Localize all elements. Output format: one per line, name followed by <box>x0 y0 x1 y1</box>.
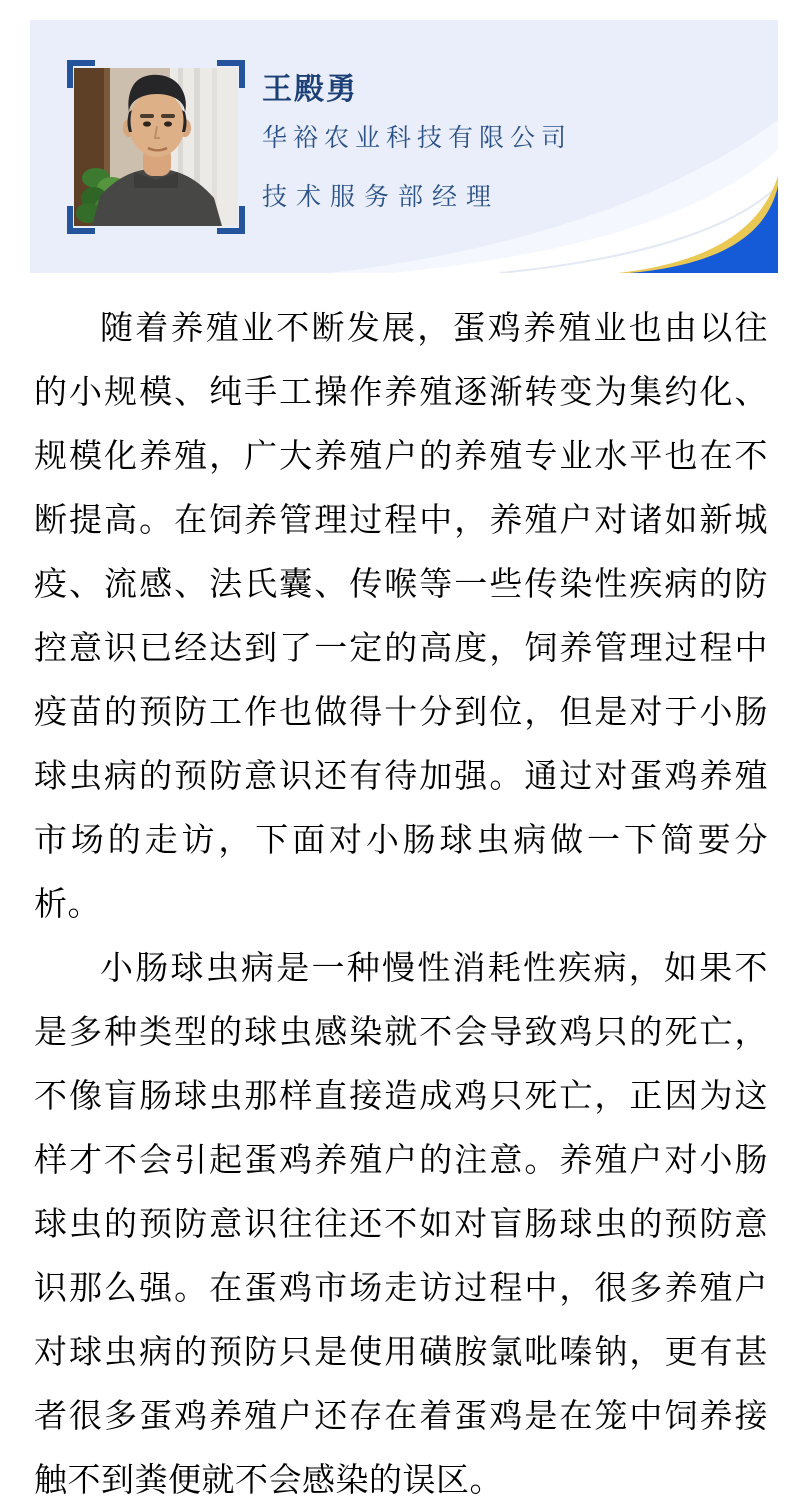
article-paragraph-2: 小肠球虫病是一种慢性消耗性疾病，如果不是多种类型的球虫感染就不会导致鸡只的死亡，不像盲肠球虫那样直接造成鸡只死亡，正因为这样才不会引起蛋鸡养殖户的注意。养殖户对小肠球虫的预防意识往往还不如对盲肠球虫的预防意识那么强。在蛋鸡市场走访过程中，很多养殖户对球虫病的预防只是使用磺胺氯吡嗪钠，更有甚者很多蛋鸡养殖户还存在着蛋鸡是在笼中饲养接触不到粪便就不会感染的误区。 <box>34 949 768 1498</box>
article-paragraph-1: 随着养殖业不断发展，蛋鸡养殖业也由以往的小规模、纯手工操作养殖逐渐转变为集约化、规模化养殖，广大养殖户的养殖专业水平也在不断提高。在饲养管理过程中，养殖户对诸如新城疫、流感、法氏囊、传喉等一些传染性疾病的防控意识已经达到了一定的高度，饲养管理过程中疫苗的预防工作也做得十分到位，但是对于小肠球虫病的预防意识还有待加强。通过对蛋鸡养殖市场的走访，下面对小肠球虫病做一下简要分析。 <box>34 309 768 922</box>
profile-photo-frame <box>67 60 245 234</box>
portrait-illustration <box>74 68 238 226</box>
photo-corner-bracket-icon <box>67 60 95 88</box>
article-body <box>34 296 768 1512</box>
profile-company: 华裕农业科技有限公司 <box>262 124 573 152</box>
profile-card <box>30 20 778 273</box>
profile-photo <box>74 68 238 226</box>
photo-corner-bracket-icon <box>67 206 95 234</box>
profile-name: 王殿勇 <box>262 73 358 106</box>
profile-info <box>262 75 572 210</box>
profile-job-title: 技术服务部经理 <box>262 183 501 211</box>
photo-corner-bracket-icon <box>217 60 245 88</box>
photo-corner-bracket-icon <box>217 206 245 234</box>
